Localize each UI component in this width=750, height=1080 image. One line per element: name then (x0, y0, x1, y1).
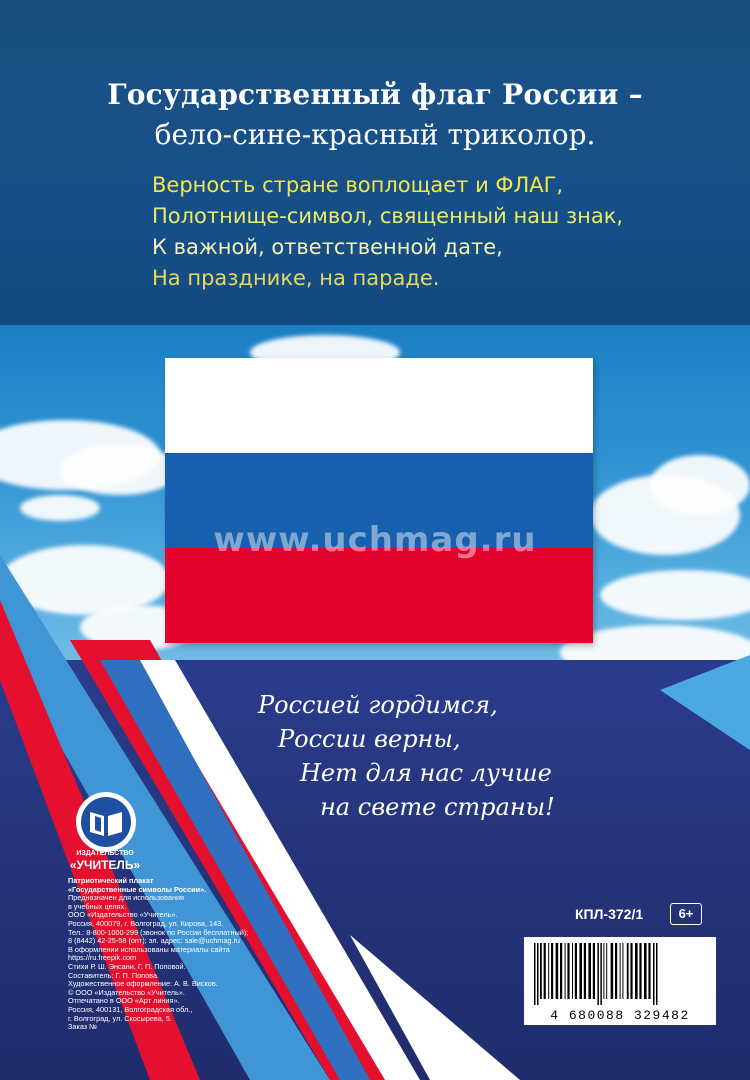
publisher-label: «УЧИТЕЛЬ» (69, 858, 141, 872)
imprint-line: г. Волгоград, ул. Скосырева, 5. (68, 1013, 172, 1023)
imprint-line: https://ru.freepik.com (68, 953, 137, 963)
barcode-bar (579, 943, 582, 999)
russian-flag (165, 358, 593, 643)
barcode-bar (584, 943, 586, 999)
barcode-bar (622, 943, 623, 999)
barcode-bar (540, 943, 542, 999)
imprint-line: Художественное оформление: А. В. Висков. (68, 979, 218, 989)
barcode-bar (548, 943, 549, 999)
imprint-line: Россия, 400131, Волгоградская обл., (68, 1004, 193, 1014)
barcode-bar (544, 943, 546, 999)
imprint-line: Стихи Р. Ш. Энсани, Г. П. Поповой. (68, 961, 186, 971)
poem-bottom-line: Нет для нас лучше (300, 759, 552, 787)
barcode-bar (644, 943, 647, 999)
barcode-bar (639, 943, 641, 999)
imprint-block (68, 877, 328, 1032)
barcode-bar (627, 943, 629, 999)
title-line-2: бело-сине-красный триколор. (154, 118, 596, 151)
imprint-line: Россия, 400079, г. Волгоград, ул. Кирова, 143. (68, 918, 224, 928)
barcode-bar (593, 943, 595, 999)
barcode-bar (635, 943, 638, 999)
poem-bottom-line: России верны, (278, 725, 461, 753)
poem-top-line: К важной, ответственной дате, (152, 235, 503, 259)
light-blue-corner (660, 655, 750, 750)
poem-bottom-line: Россией гордимся, (258, 691, 498, 719)
imprint-line: «Государственные символы России». (68, 884, 207, 894)
barcode-bar (603, 943, 604, 999)
imprint-line: © ООО «Издательство «Учитель». (68, 987, 185, 997)
barcode-bar (551, 943, 553, 999)
imprint-line: ООО «Издательство «Учитель». (68, 910, 178, 920)
barcode-bar (537, 943, 539, 1005)
flag-white-stripe (165, 358, 593, 453)
poem-bottom-line: на свете страны! (320, 793, 555, 821)
imprint-line: Предназначен для использования (68, 893, 185, 903)
poem-top-line: На празднике, на параде. (152, 266, 440, 290)
barcode-bar (648, 943, 650, 999)
barcode-bar (656, 943, 658, 1005)
age-rating-badge: 6+ (670, 903, 702, 925)
barcode-bar (572, 943, 573, 999)
poem-top-line: Полотнище-символ, священный наш знак, (152, 204, 624, 228)
barcode-bar (611, 943, 614, 999)
flag-red-stripe (165, 548, 593, 643)
barcode-bar (630, 943, 632, 999)
imprint-line: Патриотический плакат (68, 876, 154, 885)
imprint-line: Тел.: 8-800-1000-299 (звонок по России бесплатный); (68, 927, 249, 937)
title-line-1: Государственный флаг России – (107, 78, 643, 111)
poem-top-line: Верность стране воплощает и ФЛАГ, (152, 173, 564, 197)
barcode-bar (653, 943, 655, 1005)
barcode-bar (575, 943, 577, 999)
barcode-bars (524, 937, 716, 1007)
barcode-bar (600, 943, 602, 1005)
product-code: КПЛ-372/1 (575, 906, 644, 922)
barcode-number: 4 680088 329482 (550, 1008, 690, 1023)
barcode-bar (534, 943, 536, 1005)
watermark: www.uchmag.ru (213, 520, 537, 560)
imprint-line: В оформлении использованы материалы сайта (68, 944, 230, 954)
publisher-label-small: ИЗДАТЕЛЬСТВО (76, 850, 134, 857)
barcode-bar (565, 943, 566, 999)
imprint-line: Заказ № (68, 1022, 97, 1032)
barcode-bar (588, 943, 591, 999)
barcode-bar (560, 943, 562, 999)
barcode-bar (567, 943, 569, 999)
imprint-line: 8 (8442) 42-25-58 (опт); эл. адрес: sale@uchmag.ru (68, 936, 240, 946)
barcode-bar (615, 943, 617, 999)
imprint-line: Составитель: Г. П. Попова. (68, 970, 160, 980)
imprint-line: Отпечатано в ООО «Арт линия». (68, 996, 180, 1006)
barcode-bar (620, 943, 621, 999)
barcode-bar (597, 943, 599, 1005)
barcode-bar (556, 943, 559, 999)
imprint-line: в учебных целях. (68, 901, 127, 911)
barcode-bar (606, 943, 607, 999)
